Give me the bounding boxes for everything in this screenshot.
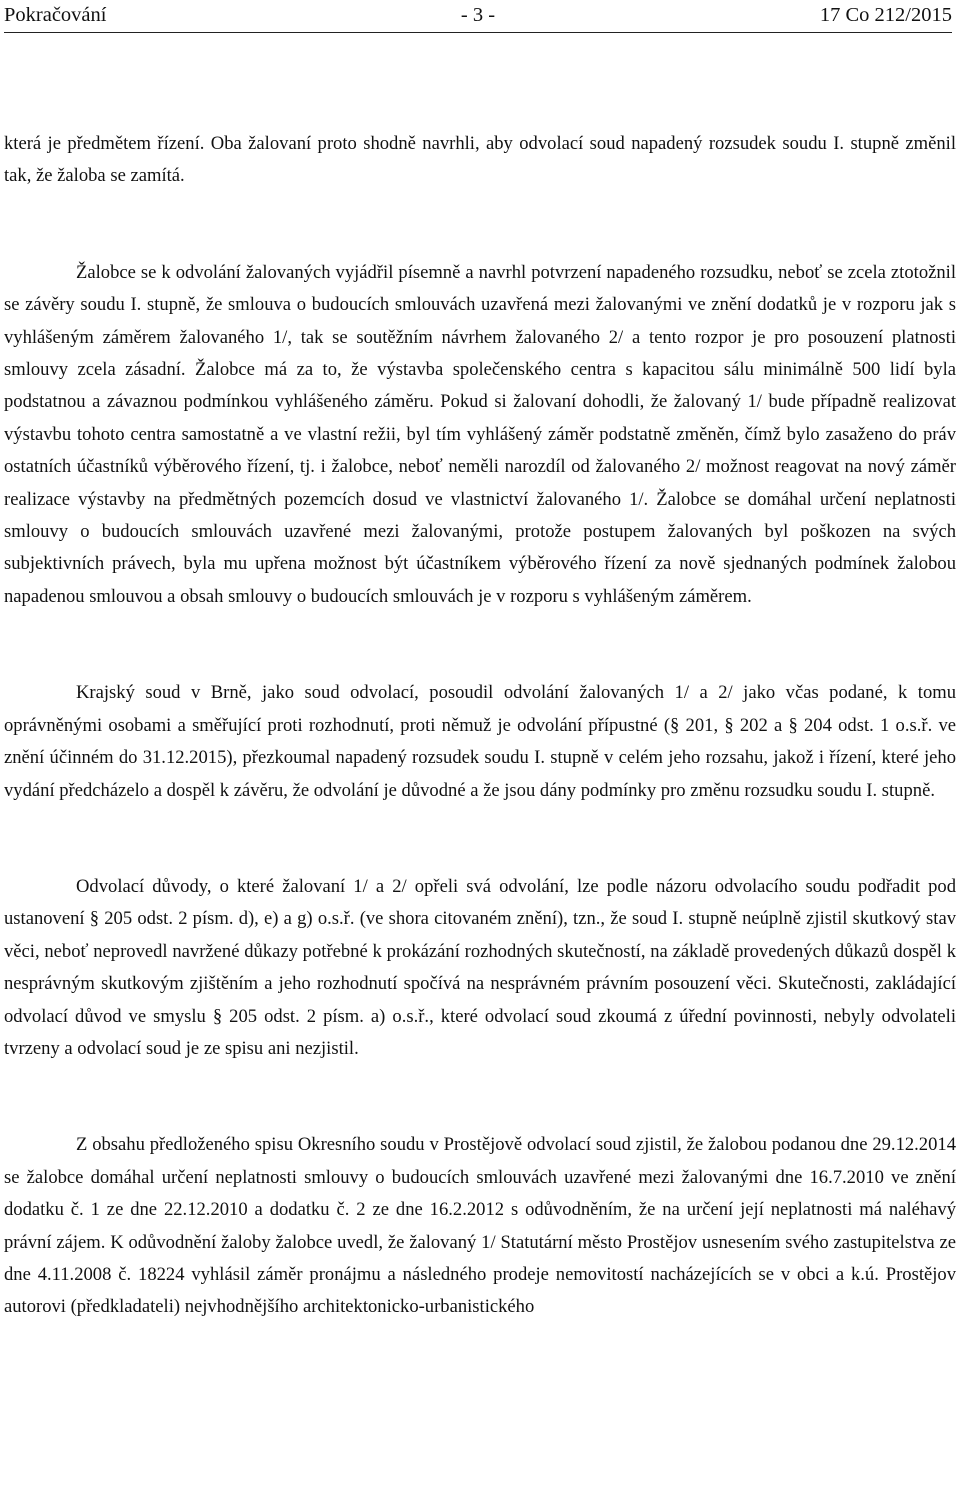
paragraph-gap [4, 807, 956, 871]
paragraph-4: Odvolací důvody, o které žalovaní 1/ a 2/ opřeli svá odvolání, lze podle názoru odvolacího soudu podřadit pod ustanovení § 205 odst. 2 písm. d), e) a g) o.s.ř. (ve shora citovaném znění), tzn., že soud I. stupně neúplně zjistil skutkový stav věci, neboť neprovedl navržené důkazy potřebné k prokázání rozhodných skutečností, na základě provedených důkazů dospěl k nesprávným skutkovým zjištěním a jeho rozhodnutí spočívá na nesprávném právním posouzení věci. Skutečnosti, zakládající odvolací důvod ve smyslu § 205 odst. 2 písm. a) o.s.ř., které odvolací soud zkoumá z úřední povinnosti, nebyly odvolateli tvrzeny a odvolací soud je ze spisu ani nezjistil. [4, 875, 956, 1059]
header-divider [4, 32, 952, 33]
page-number: - 3 - [460, 4, 496, 26]
paragraph-gap [4, 1065, 956, 1129]
paragraph-1: která je předmětem řízení. Oba žalovaní proto shodně navrhli, aby odvolací soud napadený rozsudek soudu I. stupně změnil tak, že žaloba se zamítá. [4, 133, 956, 187]
header-continuation-label: Pokračování [4, 4, 107, 26]
paragraph-3: Krajský soud v Brně, jako soud odvolací, posoudil odvolání žalovaných 1/ a 2/ jako včas podané, k tomu oprávněnými osobami a směřující proti rozhodnutí, proti němuž je odvolání přípustné (§ 201, § 202 a § 204 odst. 1 o.s.ř. ve znění účinném do 31.12.2015), přezkoumal napadený rozsudek soudu I. stupně v celém jeho rozsahu, jakož i řízení, které jeho vydání předcházelo a dospěl k závěru, že odvolání je důvodné a že jsou dány podmínky pro změnu rozsudku soudu I. stupně. [4, 682, 956, 801]
paragraph-5: Z obsahu předloženého spisu Okresního soudu v Prostějově odvolací soud zjistil, že žalobou podanou dne 29.12.2014 se žalobce domáhal určení neplatnosti smlouvy o budoucích smlouvách uzavřené mezi žalovanými dne 16.7.2010 ve znění dodatku č. 1 ze dne 22.12.2010 a dodatku č. 2 ze dne 16.2.2012 s odůvodněním, že na určení její neplatnosti má naléhavý právní zájem. K odůvodnění žaloby žalobce uvedl, že žalovaný 1/ Statutární město Prostějov usnesením svého zastupitelstva ze dne 4.11.2008 č. 18224 vyhlásil záměr pronájmu a následného prodeje nemovitostí nacházejících se v obci a k.ú. Prostějov autorovi (předkladateli) nejvhodnějšího architektonicko-urbanistického [4, 1134, 956, 1318]
paragraph-2: Žalobce se k odvolání žalovaných vyjádřil písemně a navrhl potvrzení napadeného rozsudku, neboť se zcela ztotožnil se závěry soudu I. stupně, že smlouva o budoucích smlouvách uzavřená mezi žalovanými ve znění dodatků je v rozporu jak s vyhlášeným záměrem žalovaného 1/, tak se soutěžním návrhem žalovaného 2/ a tento rozpor je pro posouzení platnosti smlouvy zcela zásadní. Žalobce má za to, že výstavba společenského centra s kapacitou sálu minimálně 500 lidí byla podstatnou a závaznou podmínkou vyhlášeného záměru. Pokud si žalovaní dohodli, že žalovaný 1/ bude případně realizovat výstavbu tohoto centra samostatně a ve vlastní režii, byl tím vyhlášený záměr podstatně změněn, čímž bylo zasaženo do práv ostatních účastníků výběrového řízení, tj. i žalobce, neboť neměli narozdíl od žalovaného 2/ možnost reagovat na nový záměr realizace výstavby na předmětných pozemcích dosud ve vlastnictví žalovaného 1/. Žalobce se domáhal určení neplatnosti smlouvy o budoucích smlouvách uzavřené mezi žalovanými, protože postupem žalovaných byl poškozen na svých subjektivních právech, byla mu upřena možnost být účastníkem výběrového řízení za nově sjednaných podmínek žalobou napadenou smlouvou a obsah smlouvy o budoucích smlouvách je v rozporu s vyhlášeným záměrem. [4, 261, 956, 607]
paragraph-gap [4, 193, 956, 257]
page-header [4, 0, 952, 30]
document-body [4, 128, 956, 1324]
case-number: 17 Co 212/2015 [819, 4, 952, 26]
paragraph-gap [4, 613, 956, 677]
